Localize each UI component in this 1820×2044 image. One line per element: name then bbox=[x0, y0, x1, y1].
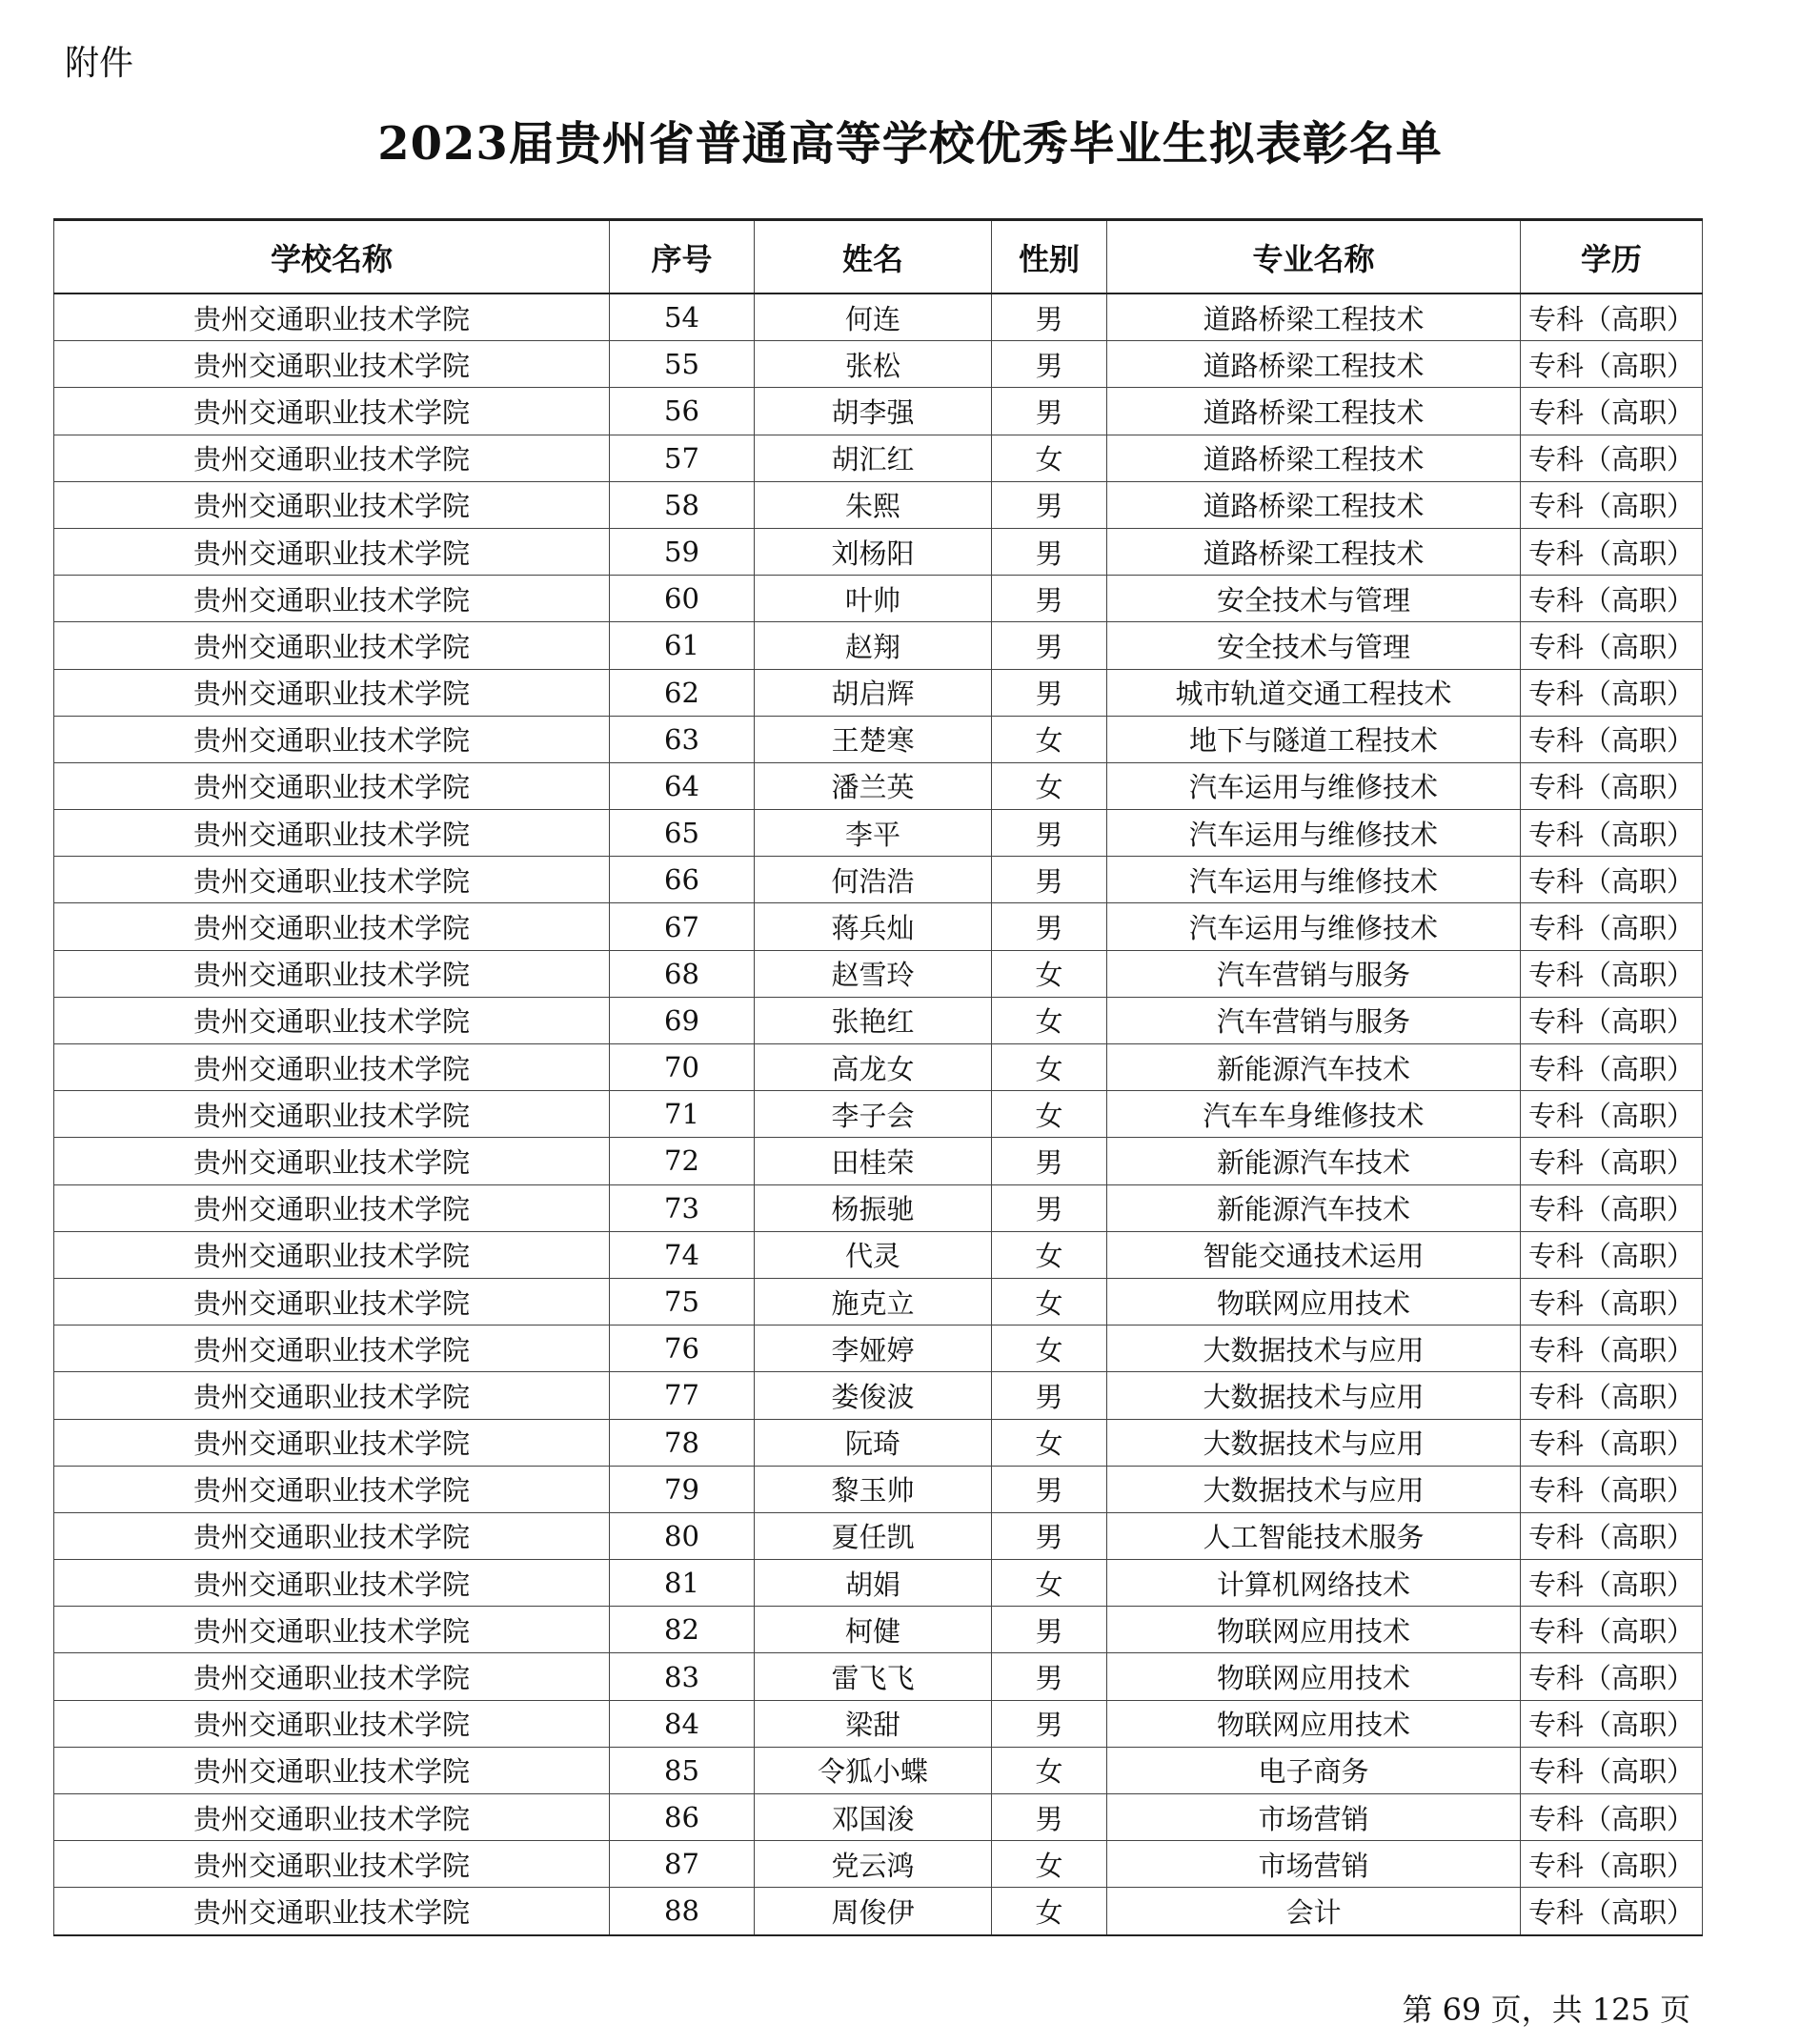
major-cell: 智能交通技术运用 bbox=[1107, 1231, 1521, 1278]
attachment-label: 附件 bbox=[65, 44, 134, 83]
major-cell: 大数据技术与应用 bbox=[1107, 1372, 1521, 1419]
table-row bbox=[54, 903, 1703, 950]
gender-cell: 女 bbox=[992, 716, 1107, 762]
serial-cell: 54 bbox=[610, 293, 755, 341]
name-cell: 周俊伊 bbox=[755, 1888, 992, 1935]
table-row bbox=[54, 716, 1703, 762]
school-cell: 贵州交通职业技术学院 bbox=[54, 576, 610, 622]
name-cell: 李娅婷 bbox=[755, 1326, 992, 1372]
education-cell: 专科（高职） bbox=[1521, 1326, 1703, 1372]
table-row bbox=[54, 1372, 1703, 1419]
school-cell: 贵州交通职业技术学院 bbox=[54, 1653, 610, 1700]
school-cell: 贵州交通职业技术学院 bbox=[54, 1794, 610, 1841]
school-cell: 贵州交通职业技术学院 bbox=[54, 435, 610, 481]
serial-cell: 77 bbox=[610, 1372, 755, 1419]
school-cell: 贵州交通职业技术学院 bbox=[54, 1466, 610, 1512]
table-row bbox=[54, 1888, 1703, 1935]
school-cell: 贵州交通职业技术学院 bbox=[54, 481, 610, 528]
education-cell: 专科（高职） bbox=[1521, 1231, 1703, 1278]
name-cell: 张艳红 bbox=[755, 997, 992, 1043]
major-cell: 汽车运用与维修技术 bbox=[1107, 903, 1521, 950]
table-row bbox=[54, 1231, 1703, 1278]
major-cell: 市场营销 bbox=[1107, 1841, 1521, 1888]
name-cell: 赵翔 bbox=[755, 622, 992, 669]
serial-cell: 88 bbox=[610, 1888, 755, 1935]
serial-cell: 70 bbox=[610, 1044, 755, 1091]
education-cell: 专科（高职） bbox=[1521, 762, 1703, 809]
table-row bbox=[54, 293, 1703, 341]
education-cell: 专科（高职） bbox=[1521, 528, 1703, 575]
serial-cell: 62 bbox=[610, 669, 755, 716]
education-cell: 专科（高职） bbox=[1521, 576, 1703, 622]
major-cell: 物联网应用技术 bbox=[1107, 1607, 1521, 1653]
table-row bbox=[54, 1747, 1703, 1793]
school-cell: 贵州交通职业技术学院 bbox=[54, 903, 610, 950]
name-cell: 夏任凯 bbox=[755, 1512, 992, 1559]
education-cell: 专科（高职） bbox=[1521, 341, 1703, 388]
table-row bbox=[54, 1607, 1703, 1653]
table-row bbox=[54, 1419, 1703, 1466]
education-cell: 专科（高职） bbox=[1521, 903, 1703, 950]
school-cell: 贵州交通职业技术学院 bbox=[54, 1560, 610, 1607]
table-row bbox=[54, 1278, 1703, 1325]
school-cell: 贵州交通职业技术学院 bbox=[54, 1700, 610, 1747]
school-cell: 贵州交通职业技术学院 bbox=[54, 1419, 610, 1466]
table-row bbox=[54, 1138, 1703, 1184]
major-cell: 新能源汽车技术 bbox=[1107, 1044, 1521, 1091]
name-cell: 杨振驰 bbox=[755, 1184, 992, 1231]
school-cell: 贵州交通职业技术学院 bbox=[54, 716, 610, 762]
school-cell: 贵州交通职业技术学院 bbox=[54, 762, 610, 809]
education-cell: 专科（高职） bbox=[1521, 1278, 1703, 1325]
name-cell: 蒋兵灿 bbox=[755, 903, 992, 950]
gender-cell: 男 bbox=[992, 1184, 1107, 1231]
school-cell: 贵州交通职业技术学院 bbox=[54, 388, 610, 435]
major-cell: 大数据技术与应用 bbox=[1107, 1419, 1521, 1466]
name-cell: 何连 bbox=[755, 293, 992, 341]
header-major: 专业名称 bbox=[1107, 220, 1521, 294]
major-cell: 人工智能技术服务 bbox=[1107, 1512, 1521, 1559]
gender-cell: 男 bbox=[992, 481, 1107, 528]
school-cell: 贵州交通职业技术学院 bbox=[54, 293, 610, 341]
major-cell: 电子商务 bbox=[1107, 1747, 1521, 1793]
table-row bbox=[54, 669, 1703, 716]
header-name: 姓名 bbox=[755, 220, 992, 294]
table-row bbox=[54, 1091, 1703, 1138]
serial-cell: 61 bbox=[610, 622, 755, 669]
major-cell: 新能源汽车技术 bbox=[1107, 1138, 1521, 1184]
table-row bbox=[54, 435, 1703, 481]
education-cell: 专科（高职） bbox=[1521, 1747, 1703, 1793]
name-cell: 胡李强 bbox=[755, 388, 992, 435]
major-cell: 城市轨道交通工程技术 bbox=[1107, 669, 1521, 716]
header-serial: 序号 bbox=[610, 220, 755, 294]
gender-cell: 男 bbox=[992, 293, 1107, 341]
school-cell: 贵州交通职业技术学院 bbox=[54, 1231, 610, 1278]
gender-cell: 女 bbox=[992, 1091, 1107, 1138]
education-cell: 专科（高职） bbox=[1521, 388, 1703, 435]
gender-cell: 女 bbox=[992, 1231, 1107, 1278]
gender-cell: 男 bbox=[992, 1512, 1107, 1559]
name-cell: 娄俊波 bbox=[755, 1372, 992, 1419]
education-cell: 专科（高职） bbox=[1521, 1184, 1703, 1231]
serial-cell: 78 bbox=[610, 1419, 755, 1466]
serial-cell: 68 bbox=[610, 950, 755, 997]
serial-cell: 76 bbox=[610, 1326, 755, 1372]
serial-cell: 64 bbox=[610, 762, 755, 809]
table-row bbox=[54, 1044, 1703, 1091]
gender-cell: 男 bbox=[992, 576, 1107, 622]
gender-cell: 男 bbox=[992, 1372, 1107, 1419]
table-row bbox=[54, 1466, 1703, 1512]
serial-cell: 65 bbox=[610, 810, 755, 857]
name-cell: 潘兰英 bbox=[755, 762, 992, 809]
education-cell: 专科（高职） bbox=[1521, 1044, 1703, 1091]
serial-cell: 79 bbox=[610, 1466, 755, 1512]
gender-cell: 女 bbox=[992, 1888, 1107, 1935]
header-school: 学校名称 bbox=[54, 220, 610, 294]
serial-cell: 84 bbox=[610, 1700, 755, 1747]
school-cell: 贵州交通职业技术学院 bbox=[54, 669, 610, 716]
gender-cell: 男 bbox=[992, 1794, 1107, 1841]
table-row bbox=[54, 1700, 1703, 1747]
school-cell: 贵州交通职业技术学院 bbox=[54, 1747, 610, 1793]
school-cell: 贵州交通职业技术学院 bbox=[54, 857, 610, 903]
gender-cell: 女 bbox=[992, 950, 1107, 997]
table-row bbox=[54, 762, 1703, 809]
table-row bbox=[54, 341, 1703, 388]
table-row bbox=[54, 622, 1703, 669]
major-cell: 地下与隧道工程技术 bbox=[1107, 716, 1521, 762]
serial-cell: 86 bbox=[610, 1794, 755, 1841]
school-cell: 贵州交通职业技术学院 bbox=[54, 1841, 610, 1888]
gender-cell: 男 bbox=[992, 341, 1107, 388]
table-row bbox=[54, 997, 1703, 1043]
table-row bbox=[54, 528, 1703, 575]
table-row bbox=[54, 1560, 1703, 1607]
name-cell: 胡启辉 bbox=[755, 669, 992, 716]
gender-cell: 女 bbox=[992, 1841, 1107, 1888]
gender-cell: 女 bbox=[992, 997, 1107, 1043]
major-cell: 汽车运用与维修技术 bbox=[1107, 810, 1521, 857]
gender-cell: 男 bbox=[992, 1700, 1107, 1747]
name-cell: 施克立 bbox=[755, 1278, 992, 1325]
serial-cell: 75 bbox=[610, 1278, 755, 1325]
education-cell: 专科（高职） bbox=[1521, 1653, 1703, 1700]
name-cell: 李子会 bbox=[755, 1091, 992, 1138]
school-cell: 贵州交通职业技术学院 bbox=[54, 810, 610, 857]
serial-cell: 81 bbox=[610, 1560, 755, 1607]
school-cell: 贵州交通职业技术学院 bbox=[54, 950, 610, 997]
major-cell: 汽车营销与服务 bbox=[1107, 950, 1521, 997]
major-cell: 安全技术与管理 bbox=[1107, 576, 1521, 622]
name-cell: 党云鸿 bbox=[755, 1841, 992, 1888]
gender-cell: 女 bbox=[992, 1278, 1107, 1325]
serial-cell: 71 bbox=[610, 1091, 755, 1138]
gender-cell: 男 bbox=[992, 1466, 1107, 1512]
serial-cell: 82 bbox=[610, 1607, 755, 1653]
education-cell: 专科（高职） bbox=[1521, 810, 1703, 857]
honoree-table bbox=[53, 218, 1703, 1936]
education-cell: 专科（高职） bbox=[1521, 435, 1703, 481]
major-cell: 物联网应用技术 bbox=[1107, 1653, 1521, 1700]
table-row bbox=[54, 576, 1703, 622]
name-cell: 雷飞飞 bbox=[755, 1653, 992, 1700]
name-cell: 高龙女 bbox=[755, 1044, 992, 1091]
major-cell: 汽车营销与服务 bbox=[1107, 997, 1521, 1043]
gender-cell: 女 bbox=[992, 435, 1107, 481]
school-cell: 贵州交通职业技术学院 bbox=[54, 1044, 610, 1091]
serial-cell: 66 bbox=[610, 857, 755, 903]
name-cell: 阮琦 bbox=[755, 1419, 992, 1466]
school-cell: 贵州交通职业技术学院 bbox=[54, 528, 610, 575]
gender-cell: 女 bbox=[992, 762, 1107, 809]
serial-cell: 73 bbox=[610, 1184, 755, 1231]
serial-cell: 57 bbox=[610, 435, 755, 481]
table-row bbox=[54, 1653, 1703, 1700]
table-row bbox=[54, 1794, 1703, 1841]
major-cell: 汽车车身维修技术 bbox=[1107, 1091, 1521, 1138]
school-cell: 贵州交通职业技术学院 bbox=[54, 1184, 610, 1231]
gender-cell: 女 bbox=[992, 1044, 1107, 1091]
serial-cell: 69 bbox=[610, 997, 755, 1043]
name-cell: 叶帅 bbox=[755, 576, 992, 622]
school-cell: 贵州交通职业技术学院 bbox=[54, 622, 610, 669]
education-cell: 专科（高职） bbox=[1521, 716, 1703, 762]
education-cell: 专科（高职） bbox=[1521, 997, 1703, 1043]
serial-cell: 59 bbox=[610, 528, 755, 575]
school-cell: 贵州交通职业技术学院 bbox=[54, 1278, 610, 1325]
major-cell: 道路桥梁工程技术 bbox=[1107, 293, 1521, 341]
major-cell: 会计 bbox=[1107, 1888, 1521, 1935]
name-cell: 令狐小蝶 bbox=[755, 1747, 992, 1793]
serial-cell: 58 bbox=[610, 481, 755, 528]
gender-cell: 男 bbox=[992, 810, 1107, 857]
serial-cell: 55 bbox=[610, 341, 755, 388]
school-cell: 贵州交通职业技术学院 bbox=[54, 1091, 610, 1138]
education-cell: 专科（高职） bbox=[1521, 481, 1703, 528]
education-cell: 专科（高职） bbox=[1521, 1091, 1703, 1138]
gender-cell: 男 bbox=[992, 1138, 1107, 1184]
education-cell: 专科（高职） bbox=[1521, 857, 1703, 903]
education-cell: 专科（高职） bbox=[1521, 950, 1703, 997]
document-title: 2023届贵州省普通高等学校优秀毕业生拟表彰名单 bbox=[377, 117, 1443, 171]
major-cell: 汽车运用与维修技术 bbox=[1107, 857, 1521, 903]
major-cell: 大数据技术与应用 bbox=[1107, 1326, 1521, 1372]
school-cell: 贵州交通职业技术学院 bbox=[54, 997, 610, 1043]
major-cell: 物联网应用技术 bbox=[1107, 1278, 1521, 1325]
school-cell: 贵州交通职业技术学院 bbox=[54, 1372, 610, 1419]
serial-cell: 85 bbox=[610, 1747, 755, 1793]
major-cell: 道路桥梁工程技术 bbox=[1107, 481, 1521, 528]
gender-cell: 女 bbox=[992, 1419, 1107, 1466]
school-cell: 贵州交通职业技术学院 bbox=[54, 1512, 610, 1559]
education-cell: 专科（高职） bbox=[1521, 1138, 1703, 1184]
name-cell: 梁甜 bbox=[755, 1700, 992, 1747]
education-cell: 专科（高职） bbox=[1521, 669, 1703, 716]
table-row bbox=[54, 1512, 1703, 1559]
gender-cell: 女 bbox=[992, 1326, 1107, 1372]
education-cell: 专科（高职） bbox=[1521, 1512, 1703, 1559]
gender-cell: 男 bbox=[992, 388, 1107, 435]
gender-cell: 男 bbox=[992, 622, 1107, 669]
gender-cell: 男 bbox=[992, 1653, 1107, 1700]
table-row bbox=[54, 1841, 1703, 1888]
serial-cell: 60 bbox=[610, 576, 755, 622]
major-cell: 安全技术与管理 bbox=[1107, 622, 1521, 669]
major-cell: 道路桥梁工程技术 bbox=[1107, 528, 1521, 575]
table-row bbox=[54, 857, 1703, 903]
serial-cell: 63 bbox=[610, 716, 755, 762]
name-cell: 赵雪玲 bbox=[755, 950, 992, 997]
gender-cell: 男 bbox=[992, 857, 1107, 903]
name-cell: 代灵 bbox=[755, 1231, 992, 1278]
education-cell: 专科（高职） bbox=[1521, 1607, 1703, 1653]
education-cell: 专科（高职） bbox=[1521, 1560, 1703, 1607]
gender-cell: 男 bbox=[992, 1607, 1107, 1653]
serial-cell: 72 bbox=[610, 1138, 755, 1184]
education-cell: 专科（高职） bbox=[1521, 1841, 1703, 1888]
major-cell: 新能源汽车技术 bbox=[1107, 1184, 1521, 1231]
gender-cell: 男 bbox=[992, 528, 1107, 575]
education-cell: 专科（高职） bbox=[1521, 622, 1703, 669]
table-row bbox=[54, 481, 1703, 528]
education-cell: 专科（高职） bbox=[1521, 293, 1703, 341]
education-cell: 专科（高职） bbox=[1521, 1372, 1703, 1419]
serial-cell: 56 bbox=[610, 388, 755, 435]
education-cell: 专科（高职） bbox=[1521, 1466, 1703, 1512]
table-row bbox=[54, 1184, 1703, 1231]
school-cell: 贵州交通职业技术学院 bbox=[54, 1888, 610, 1935]
name-cell: 邓国浚 bbox=[755, 1794, 992, 1841]
table-row bbox=[54, 950, 1703, 997]
page-number: 第 69 页，共 125 页 bbox=[1402, 1992, 1690, 2028]
name-cell: 王楚寒 bbox=[755, 716, 992, 762]
header-education: 学历 bbox=[1521, 220, 1703, 294]
name-cell: 张松 bbox=[755, 341, 992, 388]
name-cell: 胡娟 bbox=[755, 1560, 992, 1607]
serial-cell: 67 bbox=[610, 903, 755, 950]
name-cell: 黎玉帅 bbox=[755, 1466, 992, 1512]
gender-cell: 男 bbox=[992, 669, 1107, 716]
gender-cell: 女 bbox=[992, 1747, 1107, 1793]
serial-cell: 83 bbox=[610, 1653, 755, 1700]
major-cell: 道路桥梁工程技术 bbox=[1107, 435, 1521, 481]
table-row bbox=[54, 1326, 1703, 1372]
education-cell: 专科（高职） bbox=[1521, 1888, 1703, 1935]
school-cell: 贵州交通职业技术学院 bbox=[54, 1607, 610, 1653]
serial-cell: 74 bbox=[610, 1231, 755, 1278]
gender-cell: 男 bbox=[992, 903, 1107, 950]
serial-cell: 80 bbox=[610, 1512, 755, 1559]
name-cell: 刘杨阳 bbox=[755, 528, 992, 575]
gender-cell: 女 bbox=[992, 1560, 1107, 1607]
header-gender: 性别 bbox=[992, 220, 1107, 294]
major-cell: 计算机网络技术 bbox=[1107, 1560, 1521, 1607]
major-cell: 物联网应用技术 bbox=[1107, 1700, 1521, 1747]
school-cell: 贵州交通职业技术学院 bbox=[54, 341, 610, 388]
major-cell: 道路桥梁工程技术 bbox=[1107, 341, 1521, 388]
table-body bbox=[54, 293, 1703, 1935]
name-cell: 胡汇红 bbox=[755, 435, 992, 481]
name-cell: 李平 bbox=[755, 810, 992, 857]
major-cell: 大数据技术与应用 bbox=[1107, 1466, 1521, 1512]
education-cell: 专科（高职） bbox=[1521, 1794, 1703, 1841]
education-cell: 专科（高职） bbox=[1521, 1419, 1703, 1466]
name-cell: 柯健 bbox=[755, 1607, 992, 1653]
serial-cell: 87 bbox=[610, 1841, 755, 1888]
name-cell: 田桂荣 bbox=[755, 1138, 992, 1184]
school-cell: 贵州交通职业技术学院 bbox=[54, 1326, 610, 1372]
education-cell: 专科（高职） bbox=[1521, 1700, 1703, 1747]
table-header-row bbox=[54, 220, 1703, 294]
major-cell: 道路桥梁工程技术 bbox=[1107, 388, 1521, 435]
name-cell: 朱熙 bbox=[755, 481, 992, 528]
table-row bbox=[54, 810, 1703, 857]
name-cell: 何浩浩 bbox=[755, 857, 992, 903]
major-cell: 汽车运用与维修技术 bbox=[1107, 762, 1521, 809]
table-row bbox=[54, 388, 1703, 435]
major-cell: 市场营销 bbox=[1107, 1794, 1521, 1841]
school-cell: 贵州交通职业技术学院 bbox=[54, 1138, 610, 1184]
